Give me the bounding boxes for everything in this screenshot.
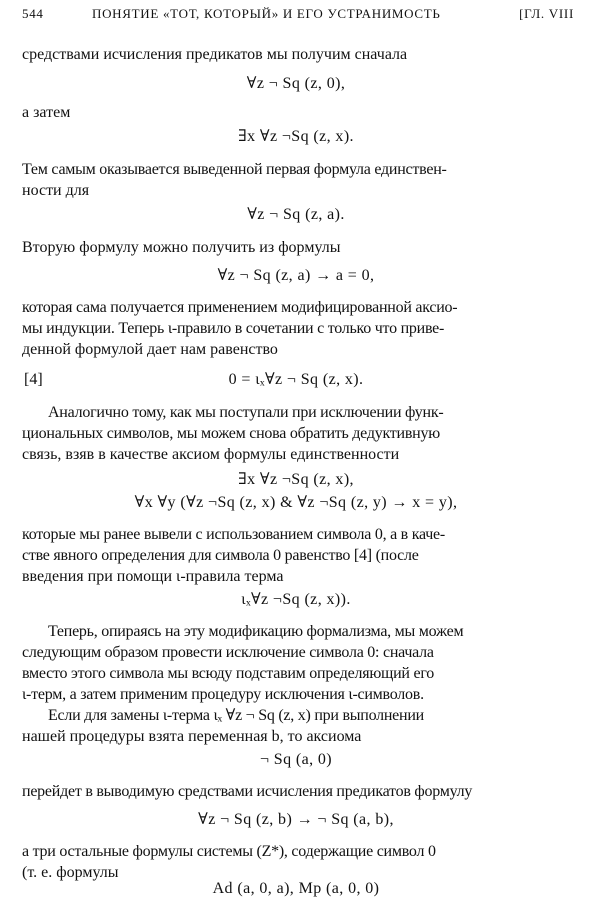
formula: ∀x ∀y (∀z ¬Sq (z, x) & ∀z ¬Sq (z, y) → x = y),: [134, 494, 458, 511]
text-line: Тем самым оказывается выведенной первая формула единствен-: [22, 161, 447, 178]
text-line: которые мы ранее вывели с использованием символа 0, а в каче-: [22, 526, 445, 543]
formula: ¬ Sq (a, 0): [259, 751, 333, 768]
text-line: следующим образом провести исключение символа 0: сначала: [22, 644, 434, 661]
text-line: (т. е. формулы: [22, 864, 119, 881]
running-title: ПОНЯТИЕ «ТОТ, КОТОРЫЙ» И ЕГО УСТРАНИМОСТЬ: [92, 6, 441, 21]
chapter-reference: [ГЛ. VIII: [519, 6, 574, 21]
text-line: ι-терм, а затем применим процедуру исключения ι-символов.: [22, 686, 424, 703]
formula: ∃x ∀z ¬Sq (z, x).: [238, 128, 354, 145]
formula: Ad (a, 0, a), Mp (a, 0, 0): [212, 880, 380, 897]
formula: ∀z ¬ Sq (z, 0),: [246, 75, 346, 92]
formula: 0 = ιₓ∀z ¬ Sq (z, x).: [228, 371, 364, 388]
text-line: циональных символов, мы можем снова обратить дедуктивную: [22, 425, 440, 442]
text-line: а затем: [22, 104, 71, 121]
text-line: денной формулой дает нам равенство: [22, 341, 278, 358]
text-line: средствами исчисления предикатов мы получим сначала: [22, 46, 408, 63]
text-line: Если для замены ι-терма ιₓ ∀z ¬ Sq (z, x) при выполнении: [48, 707, 424, 724]
equation-label: [4]: [24, 371, 43, 388]
page-number: 544: [22, 6, 44, 21]
text-line: связь, взяв в качестве аксиом формулы единственности: [22, 446, 400, 463]
text-line: а три остальные формулы системы (Z*), содержащие символ 0: [22, 843, 436, 860]
text-line: введения при помощи ι-правила терма: [22, 568, 284, 585]
formula: ∀z ¬ Sq (z, b) → ¬ Sq (a, b),: [198, 811, 394, 828]
text-line: нашей процедуры взята переменная b, то аксиома: [22, 728, 362, 745]
text-line: перейдет в выводимую средствами исчисления предикатов формулу: [22, 783, 473, 800]
formula: ιₓ∀z ¬Sq (z, x)).: [241, 591, 351, 608]
text-line: которая сама получается применением модифицированной аксио-: [22, 299, 458, 316]
text-line: Аналогично тому, как мы поступали при исключении функ-: [48, 404, 444, 421]
text-line: вместо этого символа мы всюду подставим определяющий его: [22, 665, 435, 682]
text-line: Вторую формулу можно получить из формулы: [22, 239, 341, 256]
text-line: мы индукции. Теперь ι-правило в сочетании с только что приве-: [22, 320, 445, 337]
formula: ∃x ∀z ¬Sq (z, x),: [238, 471, 354, 488]
text-line: Теперь, опираясь на эту модификацию формализма, мы можем: [48, 623, 464, 640]
formula: ∀z ¬ Sq (z, a) → a = 0,: [217, 267, 375, 284]
text-line: ности для: [22, 182, 90, 199]
formula: ∀z ¬ Sq (z, a).: [247, 206, 345, 223]
text-line: стве явного определения для символа 0 равенство [4] (после: [22, 547, 419, 564]
running-header: [22, 6, 574, 28]
